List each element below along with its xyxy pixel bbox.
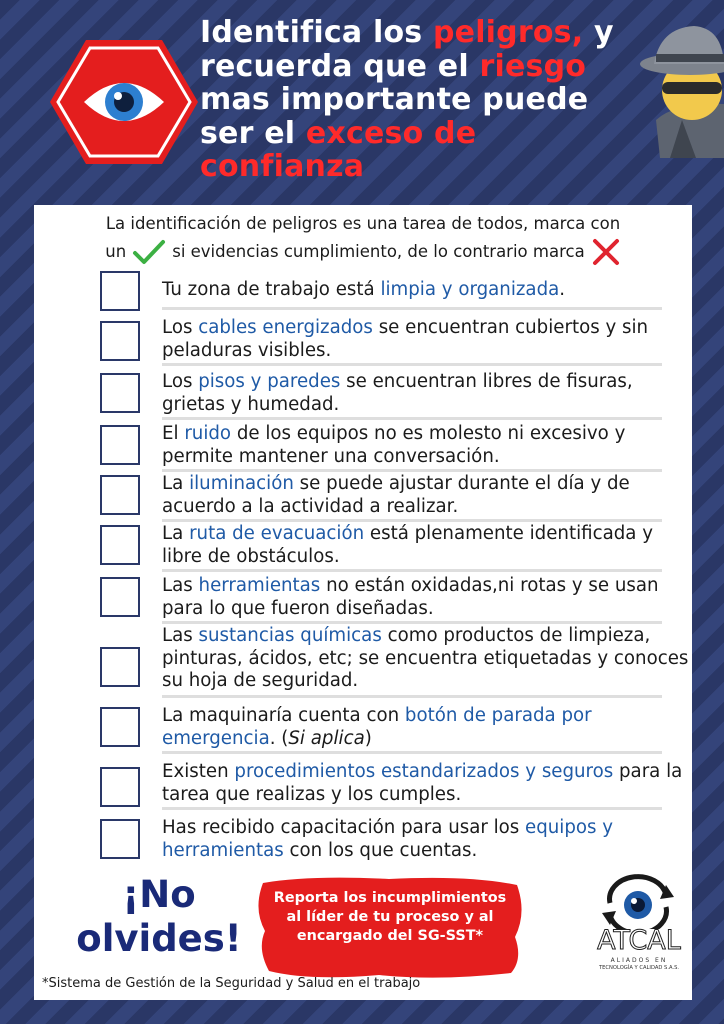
checklist-item-text xyxy=(162,317,692,362)
checklist-item-text xyxy=(162,575,692,620)
item-keyword: ruido xyxy=(184,423,232,444)
item-text-segment: Si aplica xyxy=(288,727,365,749)
item-text-segment: Existen xyxy=(162,761,235,782)
divider xyxy=(162,363,662,366)
spy-icon xyxy=(630,8,724,158)
item-text-segment: no están oxidadas,ni rotas y se usan para lo que fueron diseñadas. xyxy=(162,575,659,619)
item-text-segment: Tu zona de trabajo está xyxy=(162,279,381,300)
divider xyxy=(162,519,662,522)
checkbox[interactable] xyxy=(100,425,140,465)
item-keyword: limpia y organizada xyxy=(380,279,560,300)
item-keyword: equipos y herramientas xyxy=(162,817,614,861)
item-keyword: herramientas xyxy=(198,575,321,596)
divider xyxy=(162,751,662,754)
item-keyword: botón de parada por emergencia xyxy=(162,705,592,749)
divider xyxy=(162,307,662,310)
logo-name: ATCAL xyxy=(597,925,681,956)
intro-line-2 xyxy=(34,237,692,267)
item-text-segment: Las xyxy=(162,625,199,646)
checklist-item-text xyxy=(162,625,692,693)
item-text-segment: está plenamente identificada y libre de obstáculos. xyxy=(162,523,653,567)
intro-word-un: un xyxy=(105,242,127,261)
logo-company: TECNOLOGÍA Y CALIDAD S.A.S. xyxy=(598,965,680,971)
checkbox[interactable] xyxy=(100,525,140,565)
checklist-item-text xyxy=(162,705,692,750)
item-text-segment: . xyxy=(559,279,566,300)
checkbox[interactable] xyxy=(100,819,140,859)
checkbox[interactable] xyxy=(100,475,140,515)
eye-hexagon-icon xyxy=(48,38,200,166)
item-text-segment: Has recibido capacitación para usar los xyxy=(162,817,526,838)
divider xyxy=(162,469,662,472)
intro-line-1: La identificación de peligros es una tarea de todos, marca con xyxy=(105,214,621,233)
divider xyxy=(162,569,662,572)
item-text-segment: La maquinaría cuenta con xyxy=(162,705,405,726)
item-text-segment: El xyxy=(162,423,185,444)
headline-emphasis: exceso de confianza xyxy=(200,115,477,184)
item-text-segment: se puede ajustar durante el día y de acuerdo a la actividad a realizar. xyxy=(162,473,630,517)
headline-text: Identifica los xyxy=(200,15,433,50)
footnote: *Sistema de Gestión de la Seguridad y Salud en el trabajo xyxy=(42,976,421,991)
logo-tagline: ALIADOS EN xyxy=(610,957,668,964)
item-text-segment: . ( xyxy=(269,727,289,749)
headline-text: mas importante puede ser el xyxy=(200,82,589,151)
checklist-item-text xyxy=(162,817,692,862)
item-text-segment: La xyxy=(162,473,190,494)
checklist-item-text xyxy=(162,371,692,416)
checkbox[interactable] xyxy=(100,767,140,807)
item-text-segment: como productos de limpieza, pinturas, ácidos, etc; se encuentra etiquetadas y conoces su hoja de seguridad. xyxy=(162,625,689,691)
checklist-item-text xyxy=(162,473,692,518)
check-icon xyxy=(132,239,166,265)
item-text-segment: Las xyxy=(162,575,199,596)
headline xyxy=(200,16,640,184)
headline-emphasis: peligros, xyxy=(432,15,584,50)
item-keyword: cables energizados xyxy=(198,317,373,338)
item-keyword: pisos y paredes xyxy=(198,371,341,392)
checkbox[interactable] xyxy=(100,321,140,361)
checkbox[interactable] xyxy=(100,373,140,413)
intro-text xyxy=(34,211,692,267)
checklist-item-text xyxy=(162,423,692,468)
divider xyxy=(162,807,662,810)
checklist-item-text xyxy=(162,761,692,806)
item-text-segment: se encuentran libres de fisuras, grietas y humedad. xyxy=(162,371,633,415)
checkbox[interactable] xyxy=(100,707,140,747)
checkbox[interactable] xyxy=(100,647,140,687)
item-text-segment: Los xyxy=(162,317,199,338)
item-text-segment: Los xyxy=(162,371,199,392)
divider xyxy=(162,621,662,624)
item-keyword: procedimientos estandarizados y seguros xyxy=(234,761,614,782)
no-olvides-heading: ¡No olvides! xyxy=(76,873,242,960)
checkbox[interactable] xyxy=(100,577,140,617)
item-keyword: iluminación xyxy=(189,473,294,494)
item-text-segment: se encuentran cubiertos y sin peladuras visibles. xyxy=(162,317,649,361)
intro-instruction: si evidencias cumplimiento, de lo contrario marca xyxy=(172,242,585,261)
checklist-item-text xyxy=(162,523,692,568)
headline-text: y recuerda que el xyxy=(200,15,614,84)
item-keyword: sustancias químicas xyxy=(198,625,382,646)
divider xyxy=(162,695,662,698)
x-icon xyxy=(591,237,621,267)
checkbox[interactable] xyxy=(100,271,140,311)
header xyxy=(0,0,724,205)
item-text-segment: de los equipos no es molesto ni excesivo y permite mantener una conversación. xyxy=(162,423,626,467)
headline-emphasis: riesgo xyxy=(479,48,587,84)
item-text-segment: ) xyxy=(364,727,372,749)
item-text-segment: con los que cuentas. xyxy=(283,839,478,861)
item-text-segment: La xyxy=(162,523,190,544)
report-message: Reporta los incumplimientos al líder de tu proceso y al encargado del SG-SST* xyxy=(273,890,507,944)
item-keyword: ruta de evacuación xyxy=(189,523,365,544)
divider xyxy=(162,417,662,420)
checklist-item-text xyxy=(162,279,692,302)
checklist-panel xyxy=(34,205,692,1000)
item-text-segment: para la tarea que realizas y los cumples. xyxy=(162,761,683,805)
